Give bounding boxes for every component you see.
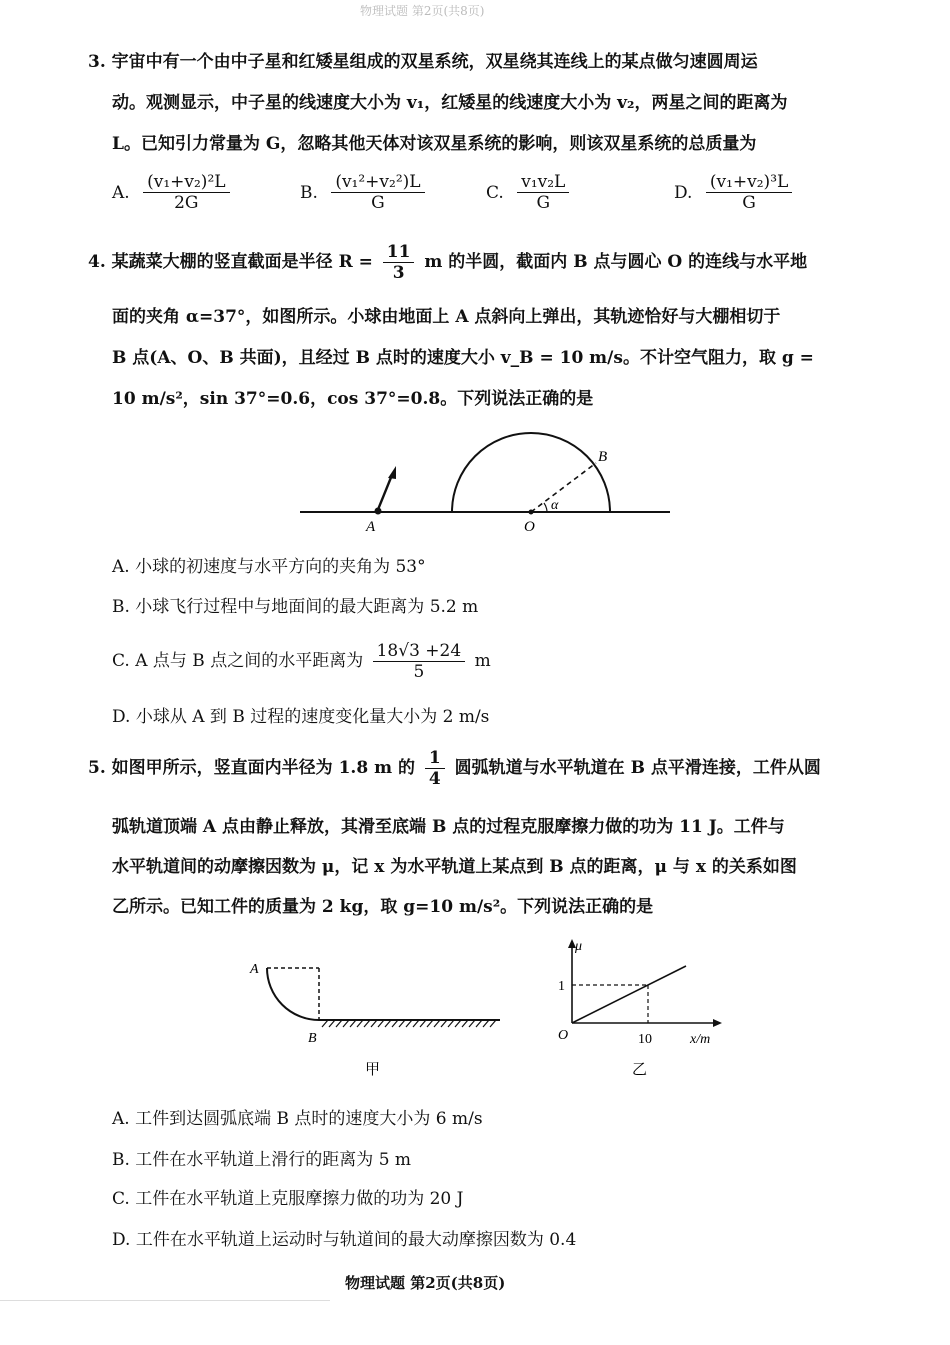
q3-line3: L。已知引力常量为 G，忽略其他天体对该双星系统的影响，则该双星系统的总质量为 — [112, 134, 757, 154]
fraction-denominator: 5 — [413, 662, 425, 682]
point-o-dot — [529, 510, 534, 515]
q5-line1 — [88, 748, 821, 789]
x-axis-arrow — [713, 1019, 722, 1027]
q5-option-d[interactable]: D. 工件在水平轨道上运动时与轨道间的最大动摩擦因数为 0.4 — [112, 1230, 577, 1250]
q3-line2: 动。观测显示，中子星的线速度大小为 v₁，红矮星的线速度大小为 v₂，两星之间的距离为 — [112, 93, 788, 113]
q5-option-c[interactable]: C. 工件在水平轨道上克服摩擦力做的功为 20 J — [112, 1189, 464, 1209]
fraction-denominator: 4 — [428, 769, 441, 789]
option-label: C. — [486, 182, 504, 203]
q5-line4: 乙所示。已知工件的质量为 2 kg，取 g=10 m/s²。下列说法正确的是 — [112, 897, 654, 917]
label-b-jia: B — [308, 1031, 317, 1046]
launch-arrow — [377, 475, 392, 512]
caption-yi: 乙 — [632, 1062, 648, 1078]
label-alpha: α — [551, 498, 559, 513]
q3-option-a[interactable] — [112, 172, 234, 213]
q4-line2: 面的夹角 α=37°，如图所示。小球由地面上 A 点斜向上弹出，其轨迹恰好与大棚相切于 — [112, 307, 781, 327]
q4-option-a[interactable]: A. 小球的初速度与水平方向的夹角为 53° — [112, 557, 426, 577]
option-label: A. — [112, 182, 130, 203]
q4-line3: B 点(A、O、B 共面)，且经过 B 点时的速度大小 v_B = 10 m/s。不计空气阻力，取 g = — [112, 348, 814, 368]
fraction-numerator: (v₁+v₂)³L — [706, 172, 792, 193]
arrow-head — [388, 466, 396, 479]
q4-option-c-unit: m — [474, 651, 491, 671]
q5-option-a[interactable]: A. 工件到达圆弧底端 B 点时的速度大小为 6 m/s — [112, 1109, 483, 1129]
q5-line3: 水平轨道间的动摩擦因数为 μ，记 x 为水平轨道上某点到 B 点的距离，μ 与 x 的关系如图 — [112, 857, 797, 877]
y-tick-label: 1 — [558, 979, 565, 994]
figure-jia — [240, 945, 510, 1080]
q4-option-b[interactable]: B. 小球飞行过程中与地面间的最大距离为 5.2 m — [112, 597, 479, 617]
footer-rule — [0, 1300, 330, 1301]
track-hatching — [322, 1020, 496, 1027]
q3-option-c[interactable] — [486, 172, 573, 213]
q4-line1-end: m 的半圆，截面内 B 点与圆心 O 的连线与水平地 — [424, 252, 808, 272]
q4-line1-start: 4. 某蔬菜大棚的竖直截面是半径 R = — [88, 252, 373, 272]
y-axis-label: μ — [575, 939, 583, 954]
alpha-arc — [544, 503, 547, 512]
q3-option-d[interactable] — [674, 172, 796, 213]
page-footer: 物理试题 第2页(共8页) — [345, 1274, 506, 1292]
figure-yi-chart — [550, 935, 740, 1080]
fraction-numerator: v₁v₂L — [517, 172, 569, 193]
mu-x-line — [572, 966, 686, 1023]
fraction-numerator: 1 — [425, 748, 445, 769]
fraction-numerator: 18√3 +24 — [373, 641, 466, 662]
option-label: D. — [674, 182, 693, 203]
q5-line2: 弧轨道顶端 A 点由静止释放，其滑至底端 B 点的过程克服摩擦力做的功为 11 J。工件与 — [112, 817, 785, 837]
page-header-faint: 物理试题 第2页(共8页) — [360, 4, 485, 18]
fraction-denominator: G — [742, 193, 756, 213]
radius-denominator: 3 — [392, 263, 405, 283]
fraction-denominator: G — [371, 193, 385, 213]
label-o: O — [524, 519, 535, 535]
semicircle-greenhouse — [452, 433, 610, 512]
fraction-denominator: G — [536, 193, 551, 213]
label-a-jia: A — [250, 962, 259, 977]
fraction-denominator: 2G — [174, 193, 199, 213]
radius-numerator: 11 — [383, 242, 415, 263]
radius-ob-dashed — [531, 463, 596, 512]
q4-line4: 10 m/s²，sin 37°=0.6，cos 37°=0.8。下列说法正确的是 — [112, 389, 594, 409]
q5-line1-start: 5. 如图甲所示，竖直面内半径为 1.8 m 的 — [88, 758, 415, 778]
q3-line1: 3. 宇宙中有一个由中子星和红矮星组成的双星系统，双星绕其连线上的某点做匀速圆周运 — [88, 52, 758, 72]
q5-line1-end: 圆弧轨道与水平轨道在 B 点平滑连接，工件从圆 — [454, 758, 821, 778]
x-tick-label: 10 — [638, 1032, 652, 1047]
x-axis-label: x/m — [690, 1032, 711, 1047]
q4-option-c-text: C. A 点与 B 点之间的水平距离为 — [112, 651, 364, 671]
quarter-arc-track — [267, 968, 319, 1020]
point-a-dot — [375, 508, 382, 515]
greenhouse-figure — [290, 425, 680, 540]
q4-line1 — [88, 242, 807, 283]
q4-option-c[interactable] — [112, 641, 491, 682]
q3-option-b[interactable] — [300, 172, 429, 213]
label-b: B — [598, 449, 608, 465]
q4-option-d[interactable]: D. 小球从 A 到 B 过程的速度变化量大小为 2 m/s — [112, 707, 490, 727]
option-label: B. — [300, 182, 318, 203]
fraction-numerator: (v₁²+v₂²)L — [331, 172, 424, 193]
fraction-numerator: (v₁+v₂)²L — [143, 172, 229, 193]
q5-option-b[interactable]: B. 工件在水平轨道上滑行的距离为 5 m — [112, 1150, 412, 1170]
caption-jia: 甲 — [365, 1062, 381, 1078]
label-a: A — [366, 519, 376, 535]
origin-label: O — [558, 1028, 569, 1043]
